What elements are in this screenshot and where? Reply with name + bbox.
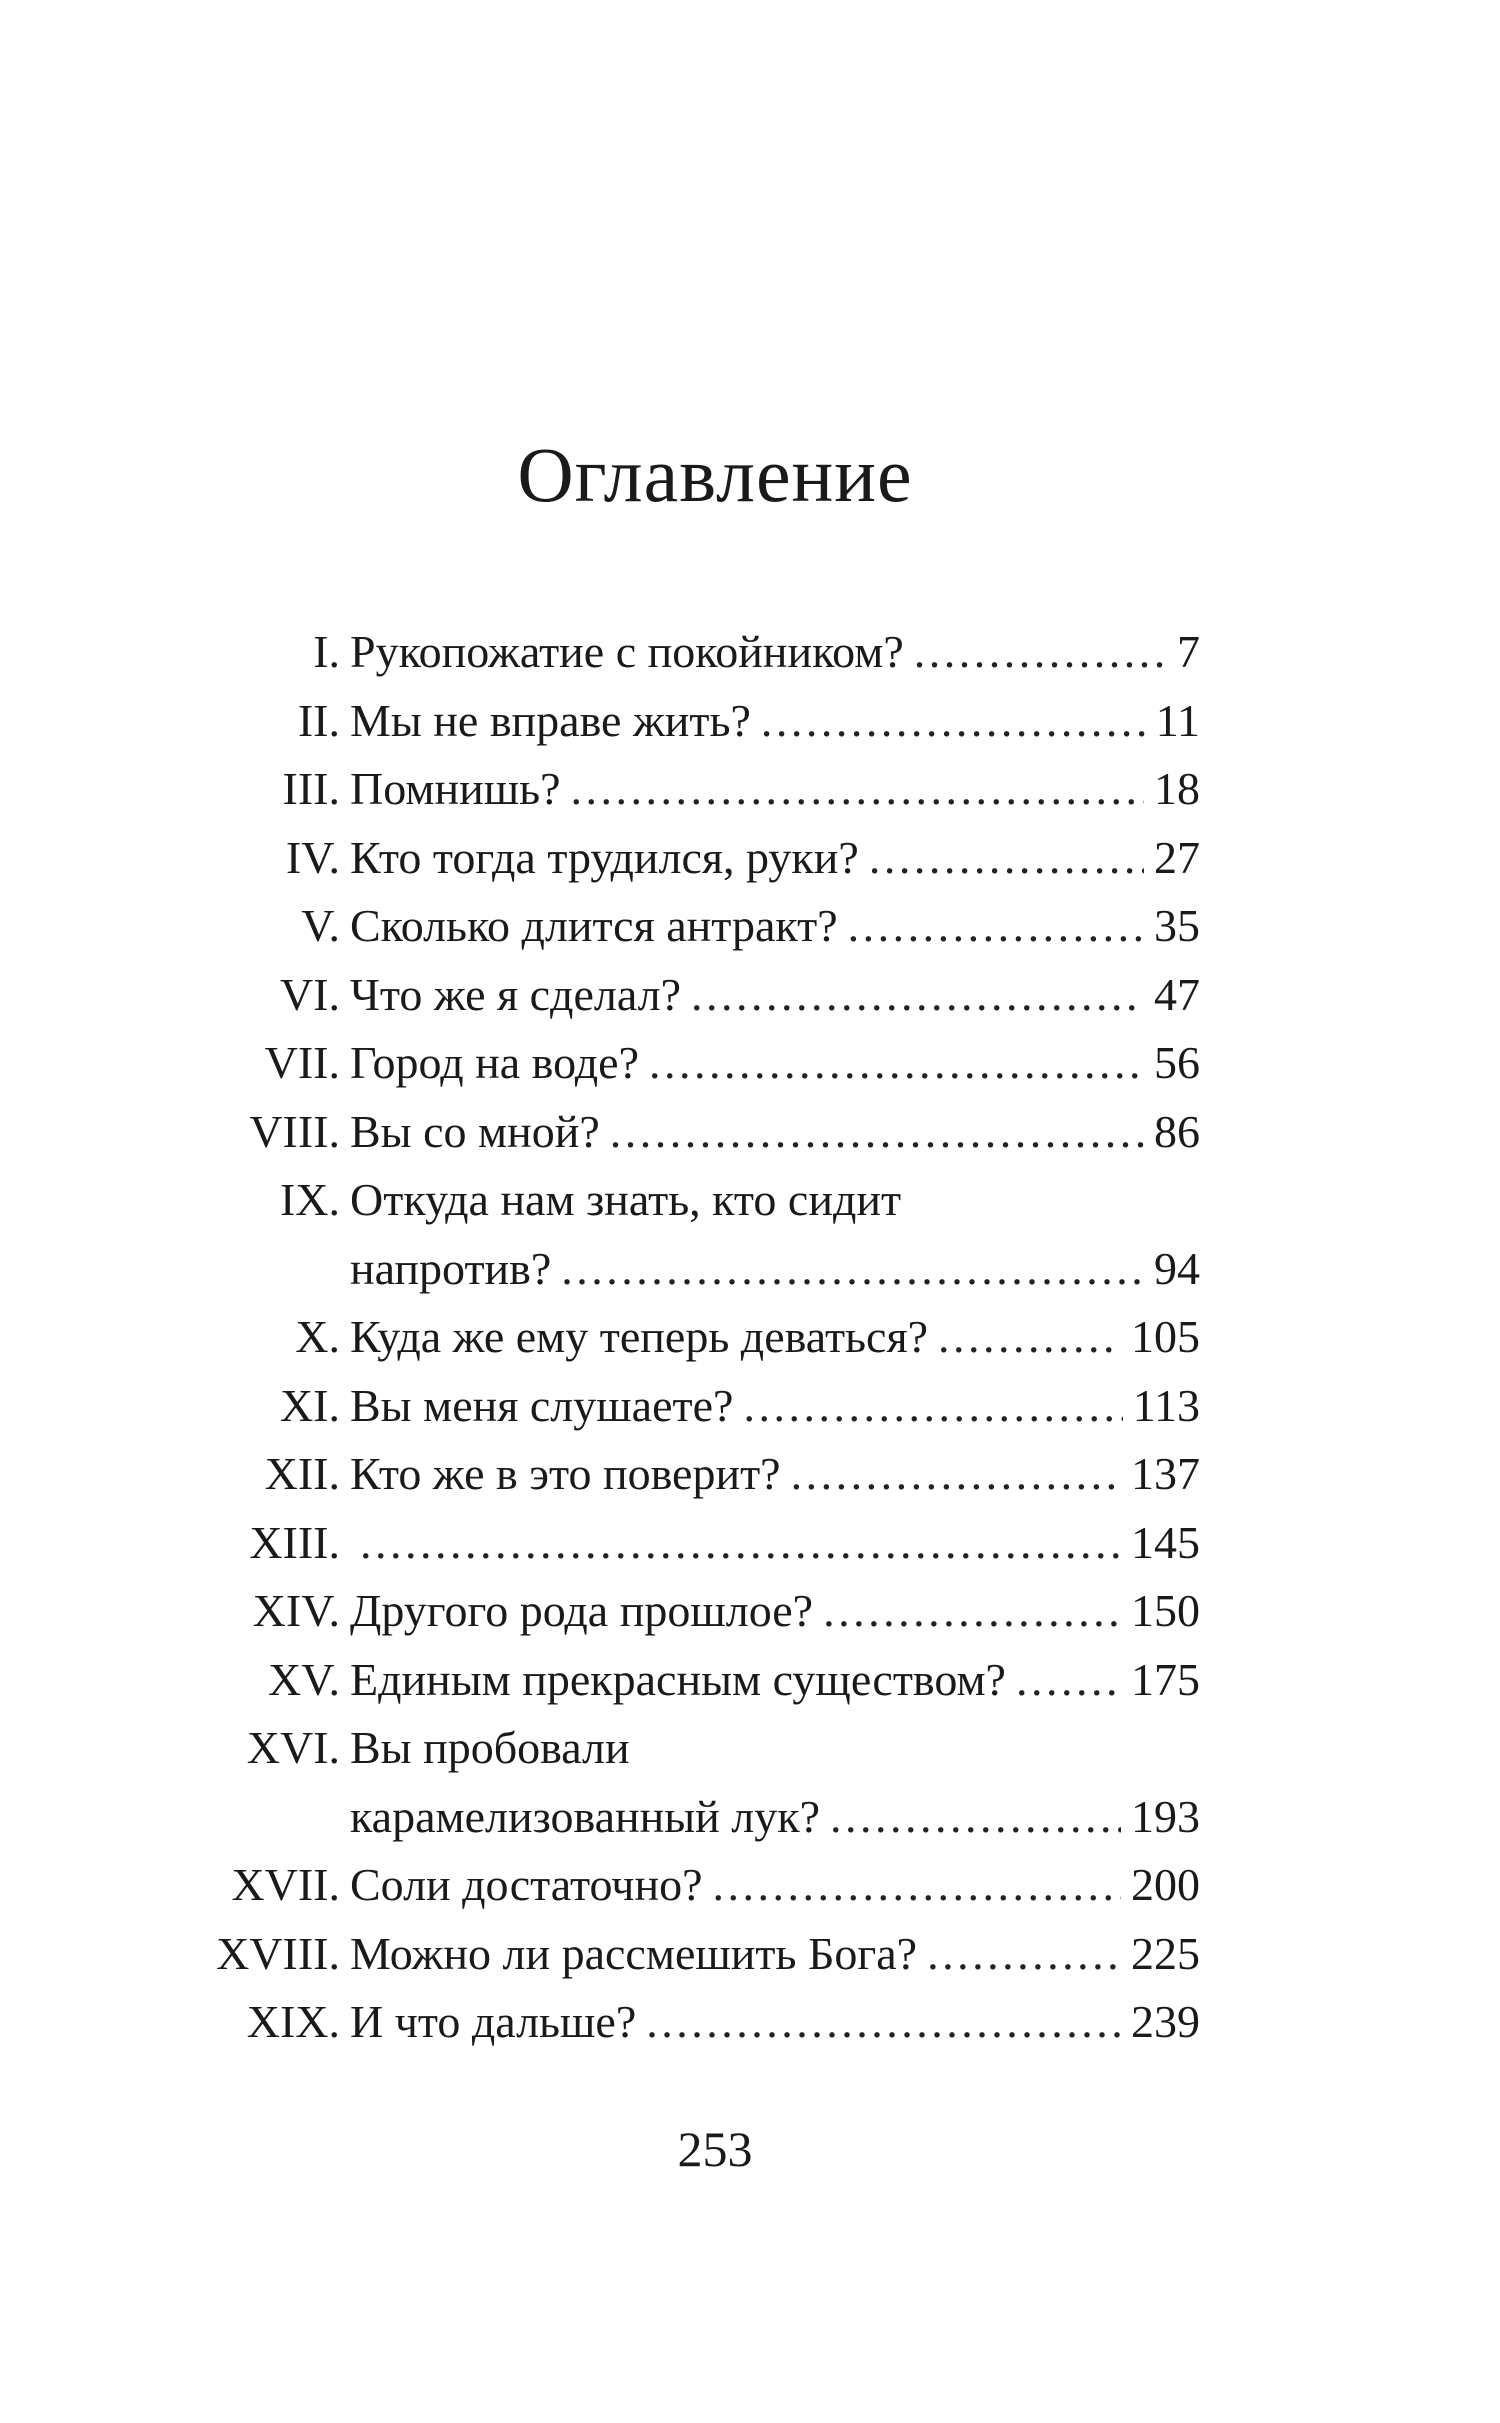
chapter-page-number: 175 <box>1131 1653 1200 1705</box>
dot-leader <box>823 1577 1121 1646</box>
chapter-page-number: 47 <box>1154 968 1200 1020</box>
chapter-title: карамелизованный лук? <box>350 1790 820 1842</box>
chapter-title: Вы меня слушаете? <box>350 1379 734 1431</box>
toc-entry <box>200 1577 1200 1646</box>
dot-leader <box>927 1920 1121 1989</box>
chapter-page-number: 7 <box>1177 626 1200 677</box>
chapter-title: Кто же в это поверит? <box>350 1448 781 1499</box>
chapter-title: Кто тогда трудился, руки? <box>350 831 859 883</box>
chapter-title: Вы со мной? <box>350 1105 600 1157</box>
toc-entry <box>200 1098 1200 1167</box>
chapter-title: Единым прекрасным существом? <box>350 1653 1006 1705</box>
dot-leader <box>360 1509 1121 1578</box>
chapter-number: XIX. <box>246 1996 340 2047</box>
chapter-number: XVI. <box>246 1722 340 1773</box>
dot-leader <box>571 755 1144 824</box>
chapter-page-number: 150 <box>1131 1585 1200 1636</box>
dot-leader <box>712 1851 1121 1920</box>
dot-leader <box>938 1303 1121 1372</box>
chapter-title: И что дальше? <box>350 1996 637 2047</box>
dot-leader <box>1016 1646 1121 1715</box>
toc-entry <box>200 1920 1200 1989</box>
chapter-number: XIII. <box>249 1516 340 1568</box>
chapter-title: Откуда нам знать, кто сидит <box>350 1174 902 1225</box>
chapter-number: V. <box>301 900 340 951</box>
chapter-title: Помнишь? <box>350 763 561 814</box>
toc-entry <box>200 1029 1200 1098</box>
toc-entry <box>200 1783 1200 1852</box>
chapter-title: Сколько длится антракт? <box>350 900 838 951</box>
chapter-page-number: 239 <box>1131 1996 1200 2047</box>
chapter-number: VIII. <box>249 1105 340 1157</box>
chapter-number: VII. <box>264 1037 340 1088</box>
chapter-number: IV. <box>285 831 340 883</box>
toc-entry <box>200 1646 1200 1715</box>
chapter-number: IX. <box>279 1174 340 1225</box>
toc-entry <box>200 892 1200 961</box>
dot-leader <box>848 892 1144 961</box>
chapter-page-number: 86 <box>1154 1105 1200 1157</box>
chapter-title: Рукопожатие с покойником? <box>350 626 904 677</box>
dot-leader <box>914 618 1167 687</box>
toc-entry <box>200 1235 1200 1304</box>
chapter-page-number: 137 <box>1131 1448 1200 1499</box>
chapter-title: Куда же ему теперь деваться? <box>350 1311 929 1362</box>
chapter-number: XIV. <box>252 1585 340 1636</box>
chapter-number: III. <box>282 763 340 814</box>
page-number: 253 <box>677 2121 753 2177</box>
chapter-title: Вы пробовали <box>350 1722 630 1773</box>
toc-entry <box>200 1714 1200 1783</box>
toc-entry <box>200 824 1200 893</box>
chapter-title: Что же я сделал? <box>350 968 682 1020</box>
chapter-page-number: 105 <box>1131 1311 1200 1362</box>
chapter-page-number: 200 <box>1131 1859 1200 1910</box>
chapter-page-number: 113 <box>1132 1379 1200 1431</box>
chapter-page-number: 11 <box>1155 694 1200 746</box>
chapter-page-number: 56 <box>1154 1037 1200 1088</box>
toc-entry <box>200 1372 1200 1441</box>
chapter-title: Город на воде? <box>350 1037 639 1088</box>
chapter-page-number: 145 <box>1131 1516 1200 1568</box>
toc-entry <box>200 1303 1200 1372</box>
chapter-number: VI. <box>279 968 340 1020</box>
dot-leader <box>761 687 1146 756</box>
chapter-number: I. <box>313 626 340 677</box>
page-title: Оглавление <box>517 431 913 518</box>
toc-entry <box>200 1851 1200 1920</box>
chapter-page-number: 18 <box>1154 763 1200 814</box>
chapter-number: II. <box>297 694 340 746</box>
chapter-page-number: 193 <box>1131 1790 1200 1842</box>
dot-leader <box>646 1988 1121 2057</box>
chapter-number: XV. <box>267 1653 340 1705</box>
toc-entry <box>200 1166 1200 1235</box>
dot-leader <box>743 1372 1122 1441</box>
toc-entry <box>200 961 1200 1030</box>
chapter-title: Другого рода прошлое? <box>350 1585 814 1636</box>
dot-leader <box>791 1440 1121 1509</box>
dot-leader <box>561 1235 1144 1304</box>
chapter-page-number: 27 <box>1154 831 1200 883</box>
chapter-title: Соли достаточно? <box>350 1859 703 1910</box>
dot-leader <box>830 1783 1121 1852</box>
toc-entry <box>200 1509 1200 1578</box>
dot-leader <box>691 961 1144 1030</box>
table-of-contents <box>200 618 1200 2057</box>
chapter-page-number: 35 <box>1154 900 1200 951</box>
chapter-number: XII. <box>264 1448 340 1499</box>
dot-leader <box>610 1098 1144 1167</box>
chapter-number: XVII. <box>231 1859 340 1910</box>
chapter-title: Мы не вправе жить? <box>350 694 751 746</box>
dot-leader <box>869 824 1144 893</box>
chapter-number: XVIII. <box>216 1927 340 1979</box>
toc-entry <box>200 1988 1200 2057</box>
toc-entry <box>200 687 1200 756</box>
dot-leader <box>649 1029 1144 1098</box>
toc-entry <box>200 1440 1200 1509</box>
chapter-title: Можно ли рассмешить Бога? <box>350 1927 918 1979</box>
toc-entry <box>200 755 1200 824</box>
chapter-number: X. <box>295 1311 340 1362</box>
chapter-page-number: 225 <box>1131 1927 1200 1979</box>
chapter-number: XI. <box>279 1379 340 1431</box>
chapter-page-number: 94 <box>1154 1242 1200 1294</box>
chapter-title: напротив? <box>350 1242 552 1294</box>
toc-entry <box>200 618 1200 687</box>
